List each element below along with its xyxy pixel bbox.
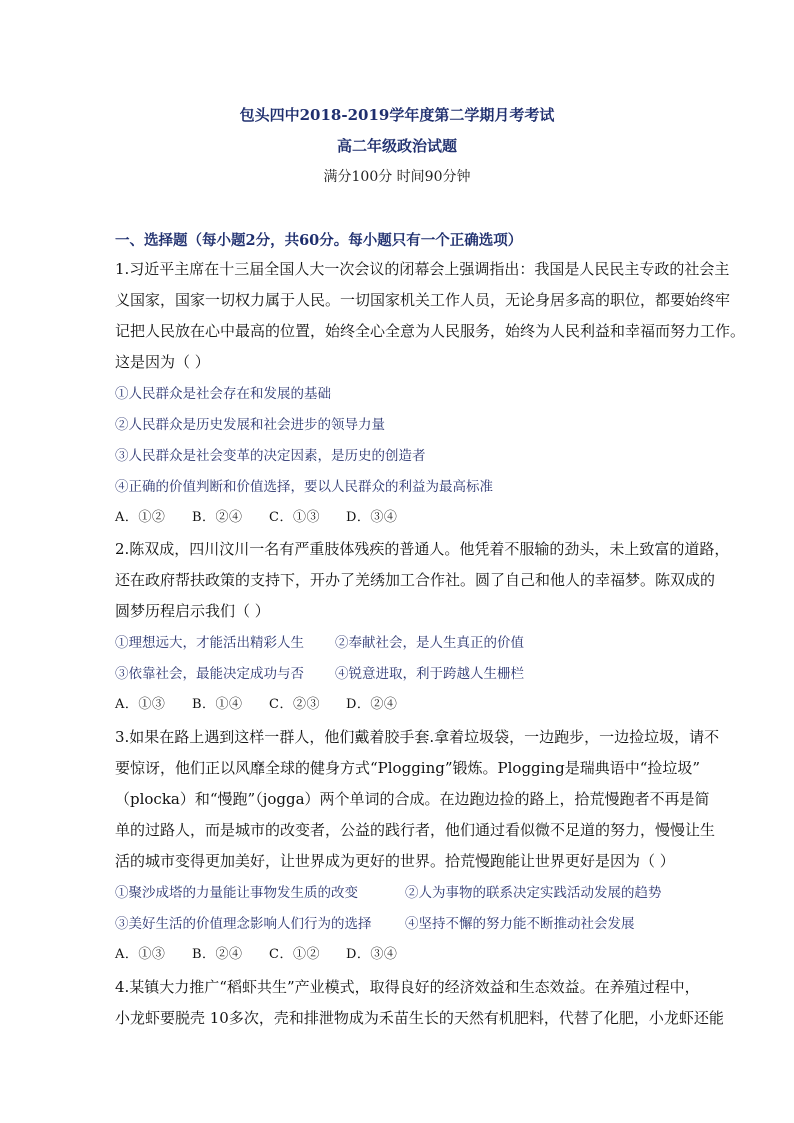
exam-subtitle: 高二年级政治试题 bbox=[336, 137, 457, 155]
question-text-line: 单的过路人，而是城市的改变者，公益的践行者，他们通过看似微不足道的努力，慢慢让生 bbox=[115, 821, 716, 839]
question-text-line: 2.陈双成，四川汶川一名有严重肢体残疾的普通人。他凭着不服输的劲头，未上致富的道路， bbox=[115, 540, 730, 558]
question-text-line: 记把人民放在心中最高的位置，始终全心全意为人民服务，始终为人民利益和幸福而努力工作。 bbox=[115, 322, 746, 340]
option-item: ③依靠社会，最能决定成功与否 bbox=[115, 666, 304, 682]
question-text-line: （plocka）和“慢跑”（jogga）两个单词的合成。在边跑边捡的路上，拾荒慢跑者不再是简 bbox=[115, 790, 710, 808]
question-text-line: 圆梦历程启示我们（ ） bbox=[115, 602, 270, 620]
option-line: ③人民群众是社会变革的决定因素，是历史的创造者 bbox=[115, 448, 426, 464]
section-heading: 一、选择题（每小题2分，共60分。每小题只有一个正确选项） bbox=[115, 232, 523, 249]
answer-choice-b: B．②④ bbox=[192, 947, 243, 962]
question-text-line: 1.习近平主席在十三届全国人大一次会议的闭幕会上强调指出：我国是人民民主专政的社会主 bbox=[115, 260, 730, 278]
answer-choice-c: C．①② bbox=[269, 947, 320, 962]
answer-choice-d: D．②④ bbox=[346, 697, 398, 712]
question-text-line: 义国家，国家一切权力属于人民。一切国家机关工作人员，无论身居多高的职位，都要始终牢 bbox=[115, 291, 731, 309]
option-item: ②奉献社会，是人生真正的价值 bbox=[335, 635, 524, 651]
answer-choice-b: B．②④ bbox=[192, 510, 243, 525]
question-text-line: 要惊讶，他们正以风靡全球的健身方式“Plogging”锻炼。Plogging是瑞典语中“捡垃圾” bbox=[115, 759, 701, 777]
answer-choices bbox=[115, 945, 397, 965]
exam-title: 包头四中2018-2019学年度第二学期月考考试 bbox=[239, 106, 555, 124]
answer-choices bbox=[115, 508, 397, 528]
question-text-line: 活的城市变得更加美好，让世界成为更好的世界。拾荒慢跑能让世界更好是因为（ ） bbox=[115, 852, 675, 870]
question-text-line: 这是因为（ ） bbox=[115, 353, 210, 371]
answer-choice-c: C．①③ bbox=[269, 510, 320, 525]
question-text-line: 还在政府帮扶政策的支持下，开办了羌绣加工合作社。圆了自己和他人的幸福梦。陈双成的 bbox=[115, 571, 716, 589]
question-text-line: 4.某镇大力推广“稻虾共生”产业模式，取得良好的经济效益和生态效益。在养殖过程中， bbox=[115, 978, 700, 996]
option-item: ①聚沙成塔的力量能让事物发生质的改变 bbox=[115, 885, 358, 901]
exam-info: 满分100分 时间90分钟 bbox=[323, 169, 471, 185]
option-item: ④坚持不懈的努力能不断推动社会发展 bbox=[405, 916, 635, 932]
option-item: ③美好生活的价值理念影响人们行为的选择 bbox=[115, 916, 372, 932]
option-row bbox=[115, 914, 635, 934]
option-row bbox=[115, 883, 662, 903]
option-line: ④正确的价值判断和价值选择，要以人民群众的利益为最高标准 bbox=[115, 479, 493, 495]
answer-choice-a: A．①② bbox=[115, 510, 166, 525]
answer-choice-d: D．③④ bbox=[346, 947, 398, 962]
option-row bbox=[115, 664, 524, 684]
answer-choice-d: D．③④ bbox=[346, 510, 398, 525]
option-line: ②人民群众是历史发展和社会进步的领导力量 bbox=[115, 417, 385, 433]
question-text-line: 小龙虾要脱壳 10多次，壳和排泄物成为禾苗生长的天然有机肥料，代替了化肥，小龙虾还能 bbox=[115, 1009, 724, 1027]
option-item: ①理想远大，才能活出精彩人生 bbox=[115, 635, 304, 651]
question-text-line: 3.如果在路上遇到这样一群人，他们戴着胶手套.拿着垃圾袋，一边跑步，一边捡垃圾，请不 bbox=[115, 728, 720, 746]
option-item: ④锐意进取，利于跨越人生栅栏 bbox=[335, 666, 524, 682]
answer-choice-a: A．①③ bbox=[115, 697, 166, 712]
answer-choice-b: B．①④ bbox=[192, 697, 243, 712]
option-item: ②人为事物的联系决定实践活动发展的趋势 bbox=[405, 885, 662, 901]
option-line: ①人民群众是社会存在和发展的基础 bbox=[115, 386, 331, 402]
answer-choice-a: A．①③ bbox=[115, 947, 166, 962]
option-row bbox=[115, 633, 524, 653]
answer-choice-c: C．②③ bbox=[269, 697, 320, 712]
answer-choices bbox=[115, 695, 397, 715]
